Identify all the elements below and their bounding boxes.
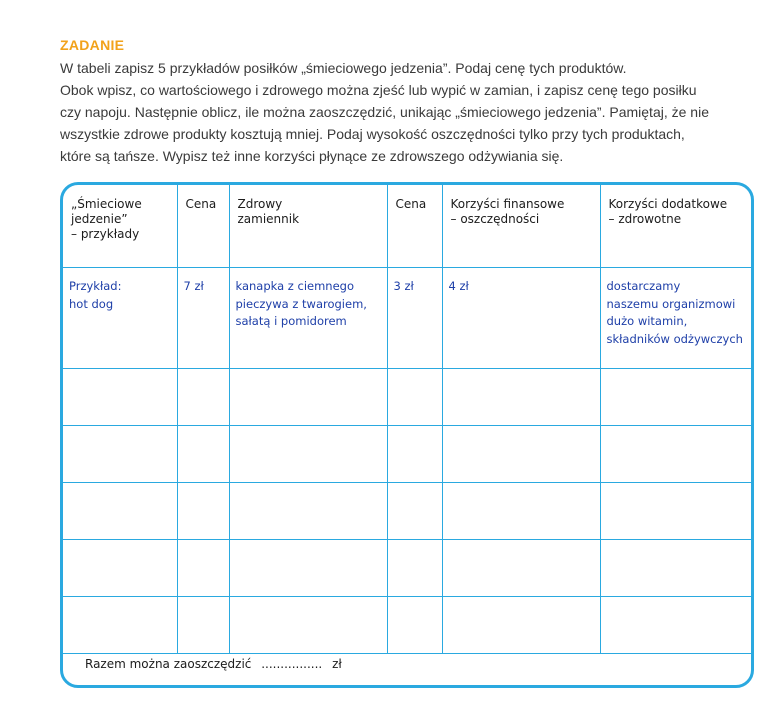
- example-additional-cell[interactable]: [600, 268, 751, 369]
- empty-cell[interactable]: [177, 426, 229, 483]
- total-unit: zł: [332, 657, 342, 671]
- header-junk-food-line: – przykłady: [71, 227, 140, 241]
- exercise-table-frame: [60, 182, 754, 688]
- example-healthy-line: sałatą i pomidorem: [235, 314, 347, 328]
- empty-cell[interactable]: [442, 540, 600, 597]
- instruction-line: wszystkie zdrowe produkty kosztują mniej. Podaj wysokość oszczędności tylko przy tych produktach,: [60, 126, 685, 142]
- table-header-row: [63, 185, 751, 268]
- header-financial-line: Korzyści finansowe: [450, 197, 565, 211]
- header-junk-food-line: jedzenie”: [71, 212, 128, 226]
- header-junk-food-line: „Śmieciowe: [71, 197, 142, 211]
- header-price-healthy: Cena: [387, 185, 442, 268]
- empty-cell[interactable]: [177, 540, 229, 597]
- instruction-line: W tabeli zapisz 5 przykładów posiłków „śmieciowego jedzenia”. Podaj cenę tych produktów.: [60, 60, 627, 76]
- empty-cell[interactable]: [600, 369, 751, 426]
- table-row: [63, 483, 751, 540]
- task-instructions: [60, 57, 750, 167]
- example-financial: 4 zł: [448, 279, 469, 293]
- exercise-table: [63, 185, 751, 654]
- table-row: [63, 597, 751, 654]
- example-additional-line: składników odżywczych: [606, 331, 743, 346]
- instruction-line: czy napoju. Następnie oblicz, ile można zaoszczędzić, unikając „śmieciowego jedzenia”. Pamiętaj, że nie: [60, 104, 709, 120]
- empty-cell[interactable]: [442, 483, 600, 540]
- header-financial: [442, 185, 600, 268]
- example-price: 7 zł: [183, 279, 204, 293]
- header-healthy-line: Zdrowy: [237, 197, 283, 211]
- example-additional-line: dużo witamin,: [606, 314, 688, 328]
- task-heading: ZADANIE: [60, 37, 125, 53]
- empty-cell[interactable]: [387, 369, 442, 426]
- header-healthy-line: zamiennik: [237, 212, 300, 226]
- empty-cell[interactable]: [229, 426, 387, 483]
- empty-cell[interactable]: [600, 597, 751, 654]
- total-savings-line[interactable]: [85, 657, 342, 671]
- empty-cell[interactable]: [442, 597, 600, 654]
- example-price2: 3 zł: [393, 279, 414, 293]
- example-price2-cell[interactable]: [387, 268, 442, 369]
- total-label: Razem można zaoszczędzić: [85, 657, 252, 671]
- header-junk-food: [63, 185, 177, 268]
- empty-cell[interactable]: [63, 426, 177, 483]
- header-financial-line: – oszczędności: [450, 212, 540, 226]
- empty-cell[interactable]: [177, 597, 229, 654]
- example-financial-cell[interactable]: [442, 268, 600, 369]
- empty-cell[interactable]: [177, 369, 229, 426]
- instruction-line: które są tańsze. Wypisz też inne korzyści płynące ze zdrowszego odżywiania się.: [60, 148, 564, 164]
- example-junk-cell[interactable]: [63, 268, 177, 369]
- empty-cell[interactable]: [229, 483, 387, 540]
- empty-cell[interactable]: [387, 483, 442, 540]
- empty-cell[interactable]: [442, 369, 600, 426]
- table-row: [63, 426, 751, 483]
- empty-cell[interactable]: [229, 369, 387, 426]
- example-row: [63, 268, 751, 369]
- empty-cell[interactable]: [387, 540, 442, 597]
- empty-cell[interactable]: [63, 483, 177, 540]
- header-price: Cena: [177, 185, 229, 268]
- table-row: [63, 369, 751, 426]
- empty-cell[interactable]: [63, 369, 177, 426]
- header-healthy: [229, 185, 387, 268]
- example-additional-line: dostarczamy: [606, 279, 681, 293]
- example-healthy-line: kanapka z ciemnego: [235, 279, 354, 293]
- header-additional-line: – zdrowotne: [608, 212, 682, 226]
- empty-cell[interactable]: [600, 483, 751, 540]
- example-junk-food: hot dog: [69, 296, 114, 311]
- table-row: [63, 540, 751, 597]
- header-additional: [600, 185, 751, 268]
- empty-cell[interactable]: [442, 426, 600, 483]
- empty-cell[interactable]: [600, 426, 751, 483]
- example-additional-line: naszemu organizmowi: [606, 296, 736, 311]
- example-label: Przykład:: [69, 279, 122, 293]
- empty-cell[interactable]: [387, 426, 442, 483]
- example-healthy-line: pieczywa z twarogiem,: [235, 296, 367, 311]
- total-dots: ................: [261, 657, 323, 671]
- instruction-line: Obok wpisz, co wartościowego i zdrowego można zjeść lub wypić w zamian, i zapisz cenę tego posiłku: [60, 82, 697, 98]
- example-healthy-cell[interactable]: [229, 268, 387, 369]
- empty-cell[interactable]: [387, 597, 442, 654]
- empty-cell[interactable]: [63, 540, 177, 597]
- empty-cell[interactable]: [177, 483, 229, 540]
- empty-cell[interactable]: [600, 540, 751, 597]
- empty-cell[interactable]: [229, 597, 387, 654]
- empty-cell[interactable]: [229, 540, 387, 597]
- empty-cell[interactable]: [63, 597, 177, 654]
- example-price-cell[interactable]: [177, 268, 229, 369]
- header-additional-line: Korzyści dodatkowe: [608, 197, 728, 211]
